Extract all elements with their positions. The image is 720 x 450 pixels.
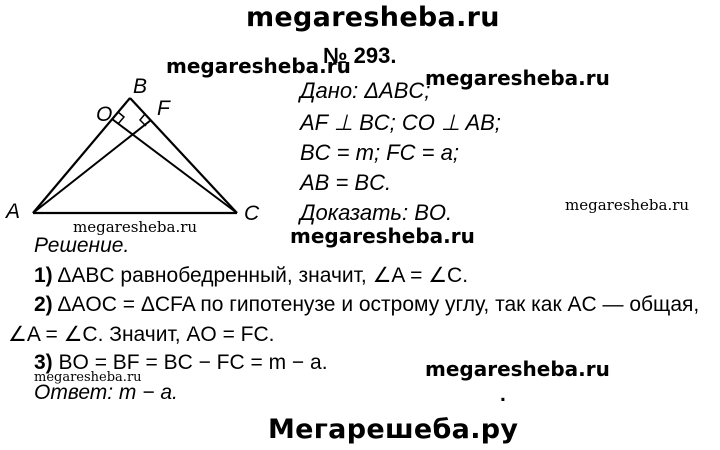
problem-number: № 293.: [323, 43, 397, 68]
watermark-mid-left-small: megaresheba.ru: [73, 218, 198, 236]
given-line-1: Дано: ΔABC;: [300, 78, 431, 103]
step-1-number: 1): [34, 264, 53, 287]
step-3-text: BO = BF = BC − FC = m − a.: [58, 351, 328, 374]
point-label-b: B: [133, 75, 148, 98]
given-line-3: BC = m; FC = a;: [300, 140, 459, 165]
answer-line: Ответ: m − a.: [34, 381, 178, 404]
watermark-bottom-cyrillic: Мегарешеба.ру: [268, 414, 519, 445]
side-bc: [130, 98, 237, 213]
point-label-c: C: [244, 202, 260, 225]
solution-step-2: [34, 293, 699, 317]
step-2-text: ΔAOC = ΔCFA по гипотенузе и острому углу, так как AC — общая,: [57, 293, 700, 316]
given-line-2: AF ⊥ BC; CO ⊥ AB;: [300, 110, 501, 135]
step-3-number: 3): [34, 351, 53, 374]
triangle-figure: [0, 82, 260, 232]
point-label-o: O: [96, 103, 113, 126]
watermark-top: megaresheba.ru: [246, 2, 500, 33]
watermark-mid-center: megaresheba.ru: [290, 224, 475, 248]
given-line-4: AB = BC.: [300, 170, 392, 195]
stray-dot: .: [500, 383, 506, 406]
point-label-f: F: [157, 97, 170, 120]
step-2-number: 2): [34, 293, 53, 316]
given-line-5: Доказать: BO.: [300, 200, 453, 225]
solution-step-3: [34, 351, 328, 375]
watermark-lower-left-small: megaresheba.ru: [34, 370, 142, 385]
step-1-text: ΔABC равнобедренный, значит, ∠A = ∠C.: [57, 264, 469, 287]
watermark-near-given: megaresheba.ru: [425, 66, 610, 90]
right-angle-mark-o: [118, 112, 124, 124]
watermark-lower-right: megaresheba.ru: [425, 357, 610, 381]
solution-step-1: [34, 263, 468, 288]
solution-heading: Решение.: [34, 234, 130, 257]
watermark-near-number: megaresheba.ru: [166, 54, 351, 78]
watermark-mid-right-small: megaresheba.ru: [565, 196, 690, 214]
solution-step-2-continued: ∠A = ∠C. Значит, AO = FC.: [8, 323, 275, 346]
side-ab: [33, 98, 130, 213]
point-label-a: A: [6, 200, 21, 223]
altitude-co: [112, 119, 237, 213]
